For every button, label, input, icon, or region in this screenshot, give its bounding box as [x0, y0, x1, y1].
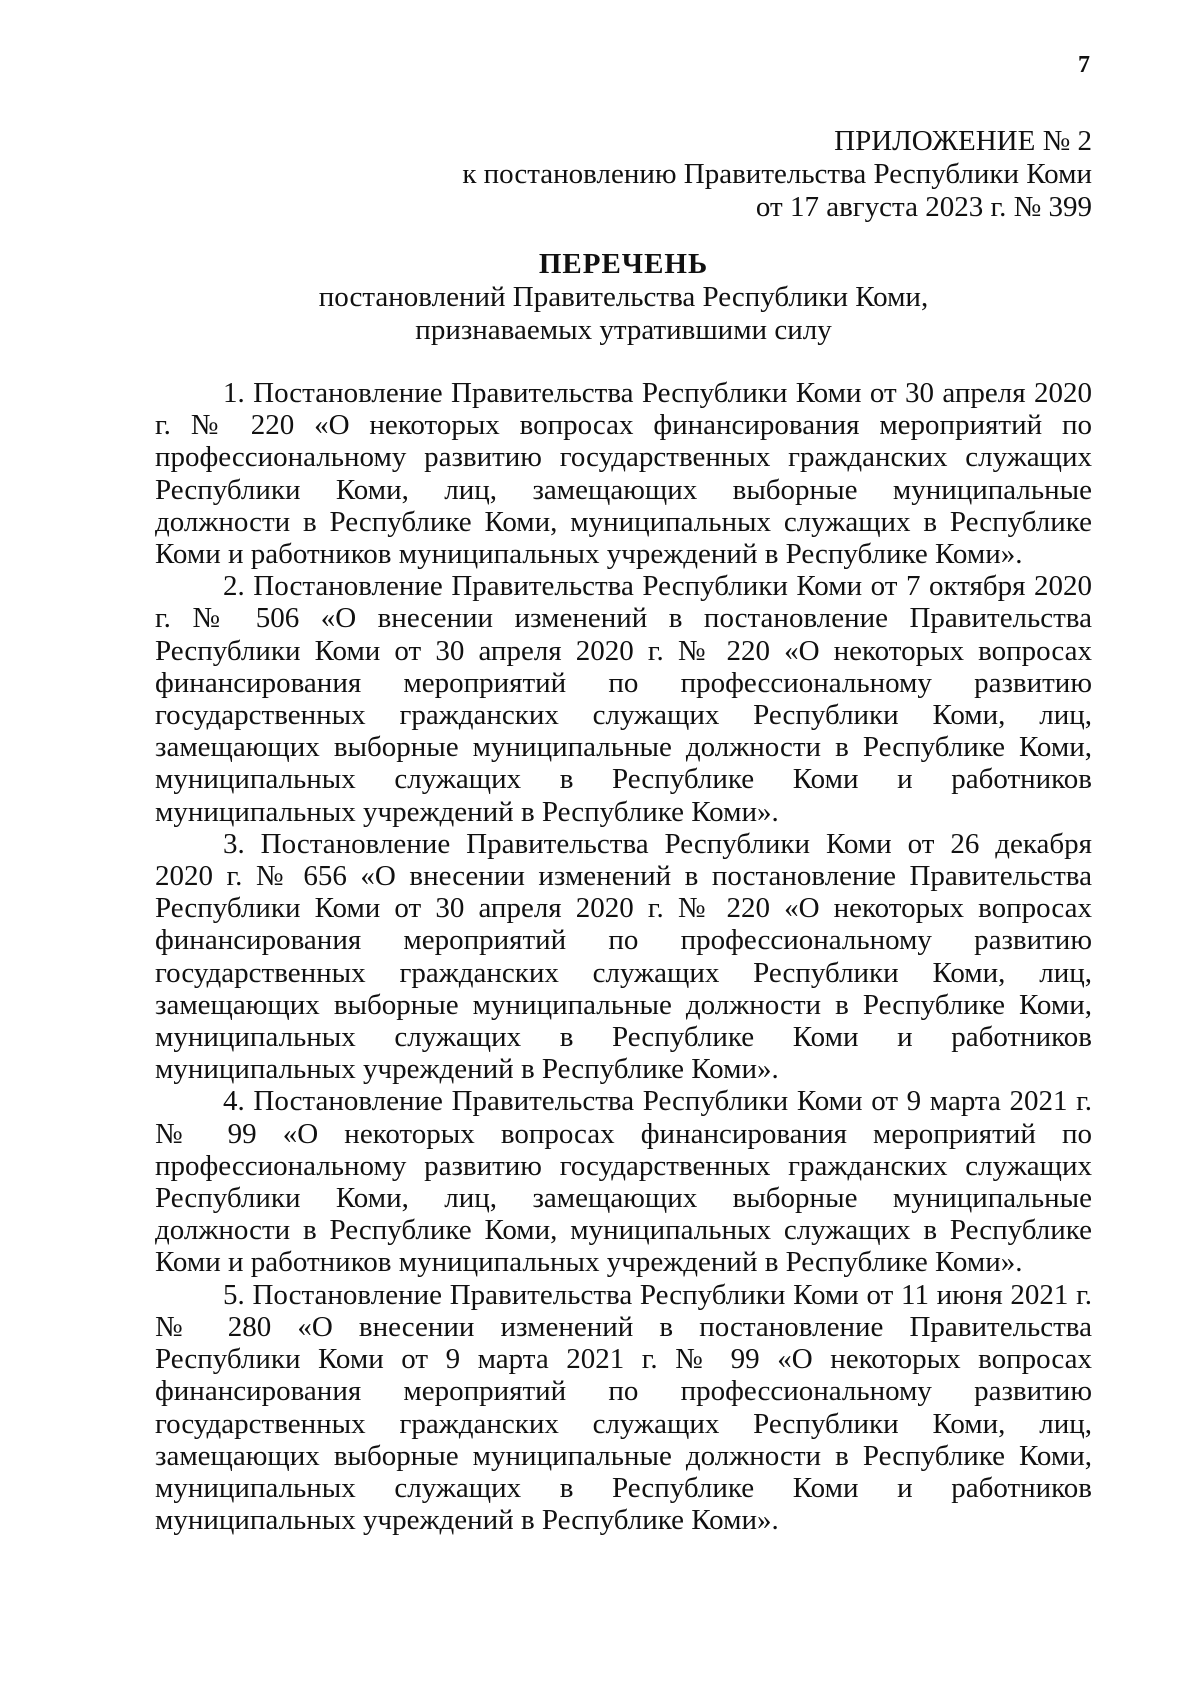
- page-number: 7: [1078, 52, 1090, 78]
- document-subtitle-line1: постановлений Правительства Республики Коми,: [318, 281, 929, 313]
- list-item: 4. Постановление Правительства Республики Коми от 9 марта 2021 г. № 99 «О некоторых вопросах финансирования мероприятий по профессиональному развитию государственных гражданских служащих Республики Коми, лиц, замещающих выборные муниципальные должности в Республике Коми, муниципальных служащих в Республике Коми и работников муниципальных учреждений в Республике Коми».: [155, 1085, 1092, 1279]
- document-subtitle-line2: признаваемых утратившими силу: [415, 314, 832, 346]
- list-item: 2. Постановление Правительства Республики Коми от 7 октября 2020 г. № 506 «О внесении изменений в постановление Правительства Республики Коми от 30 апреля 2020 г. № 220 «О некоторых вопросах финансирования мероприятий по профессиональному развитию государственных гражданских служащих Республики Коми, лиц, замещающих выборные муниципальные должности в Республике Коми, муниципальных служащих в Республике Коми и работников муниципальных учреждений в Республике Коми».: [155, 570, 1092, 828]
- list-item: 5. Постановление Правительства Республики Коми от 11 июня 2021 г. № 280 «О внесении изменений в постановление Правительства Республики Коми от 9 марта 2021 г. № 99 «О некоторых вопросах финансирования мероприятий по профессиональному развитию государственных гражданских служащих Республики Коми, лиц, замещающих выборные муниципальные должности в Республике Коми, муниципальных служащих в Республике Коми и работников муниципальных учреждений в Республике Коми».: [155, 1278, 1092, 1537]
- resolutions-list: [155, 377, 1092, 1536]
- appendix-header: [392, 125, 1092, 224]
- list-item: 3. Постановление Правительства Республики Коми от 26 декабря 2020 г. № 656 «О внесении изменений в постановление Правительства Республики Коми от 30 апреля 2020 г. № 220 «О некоторых вопросах финансирования мероприятий по профессиональному развитию государственных гражданских служащих Республики Коми, лиц, замещающих выборные муниципальные должности в Республике Коми, муниципальных служащих в Республике Коми и работников муниципальных учреждений в Республике Коми».: [155, 827, 1092, 1086]
- document-heading: [155, 248, 1092, 347]
- document-title: ПЕРЕЧЕНЬ: [538, 248, 709, 280]
- appendix-reference: к постановлению Правительства Республики Коми: [462, 158, 1092, 190]
- appendix-date: от 17 августа 2023 г. № 399: [755, 191, 1092, 223]
- list-item: 1. Постановление Правительства Республики Коми от 30 апреля 2020 г. № 220 «О некоторых вопросах финансирования мероприятий по профессиональному развитию государственных гражданских служащих Республики Коми, лиц, замещающих выборные муниципальные должности в Республике Коми, муниципальных служащих в Республике Коми и работников муниципальных учреждений в Республике Коми».: [155, 377, 1092, 571]
- appendix-title: ПРИЛОЖЕНИЕ № 2: [834, 125, 1092, 157]
